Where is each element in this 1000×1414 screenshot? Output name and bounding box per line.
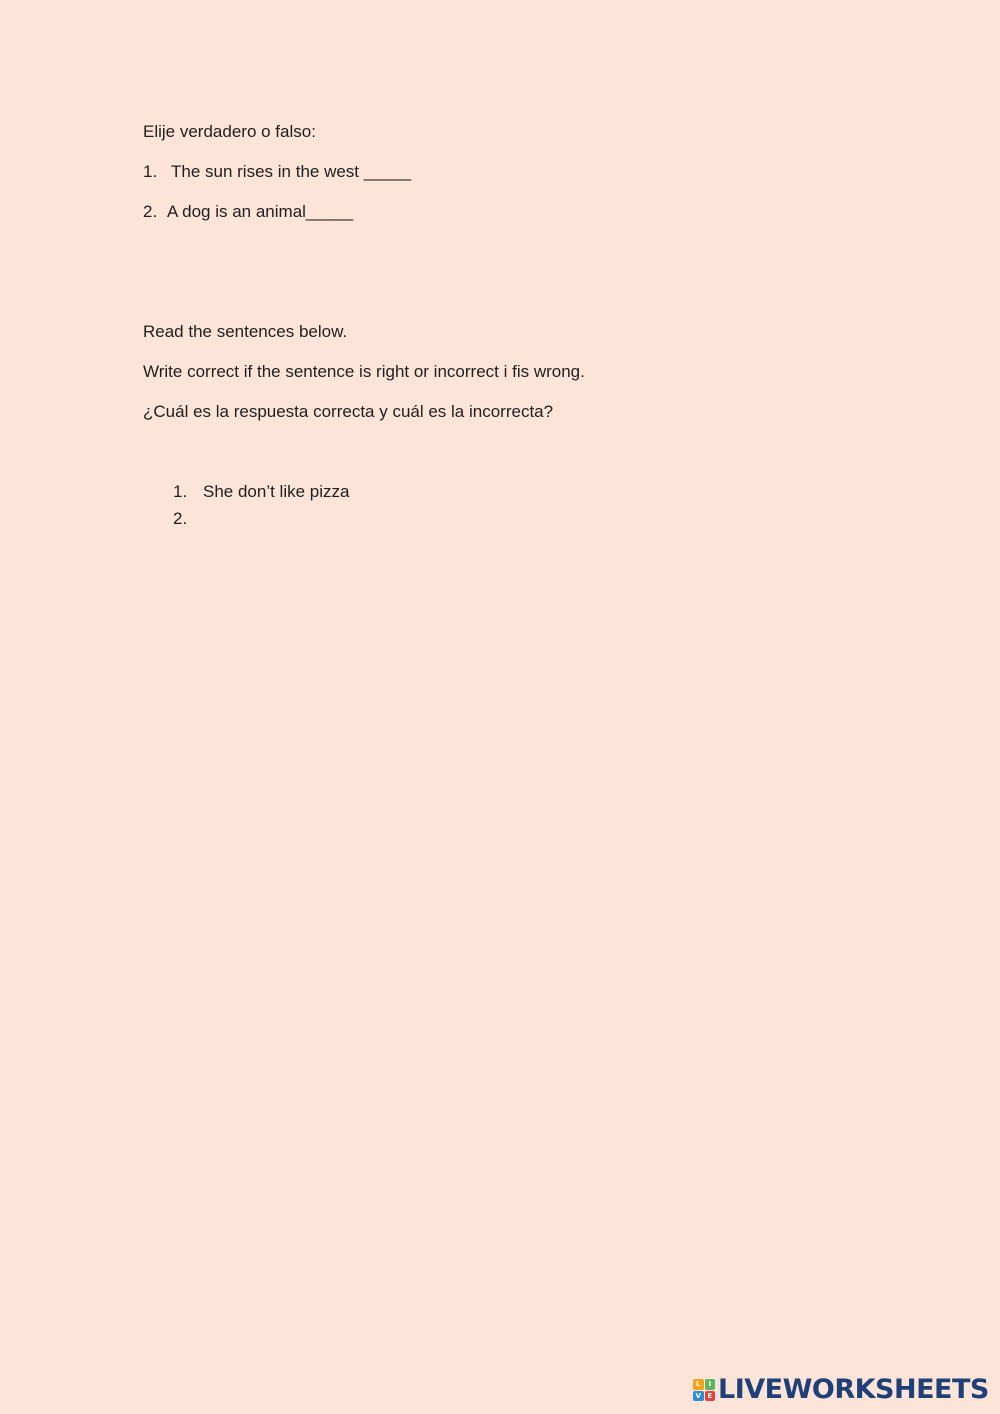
item-text: The sun rises in the west _____ [171,162,412,181]
item-number: 2. [143,202,158,221]
item-text: A dog is an animal_____ [167,202,354,221]
section2-instruction-1: Read the sentences below. [143,322,348,341]
section1-item-2 [143,201,353,223]
item-number: 2. [173,509,188,528]
item-number: 1. [173,482,188,501]
section1-heading: Elije verdadero o falso: [143,122,316,141]
logo-text: LIVEWORKSHEETS [718,1374,989,1405]
list-item [173,508,203,530]
item-text: She don’t like pizza [203,482,350,501]
liveworksheets-logo [693,1374,990,1406]
section2-instruction-3: ¿Cuál es la respuesta correcta y cuál es la incorrecta? [143,402,554,421]
list-item [173,481,349,503]
section2-instruction-2: Write correct if the sentence is right or incorrect i fis wrong. [143,362,585,381]
section1-item-1 [143,161,411,183]
item-number: 1. [143,162,158,181]
liveworksheets-logo-icon: L I V E [693,1379,715,1401]
